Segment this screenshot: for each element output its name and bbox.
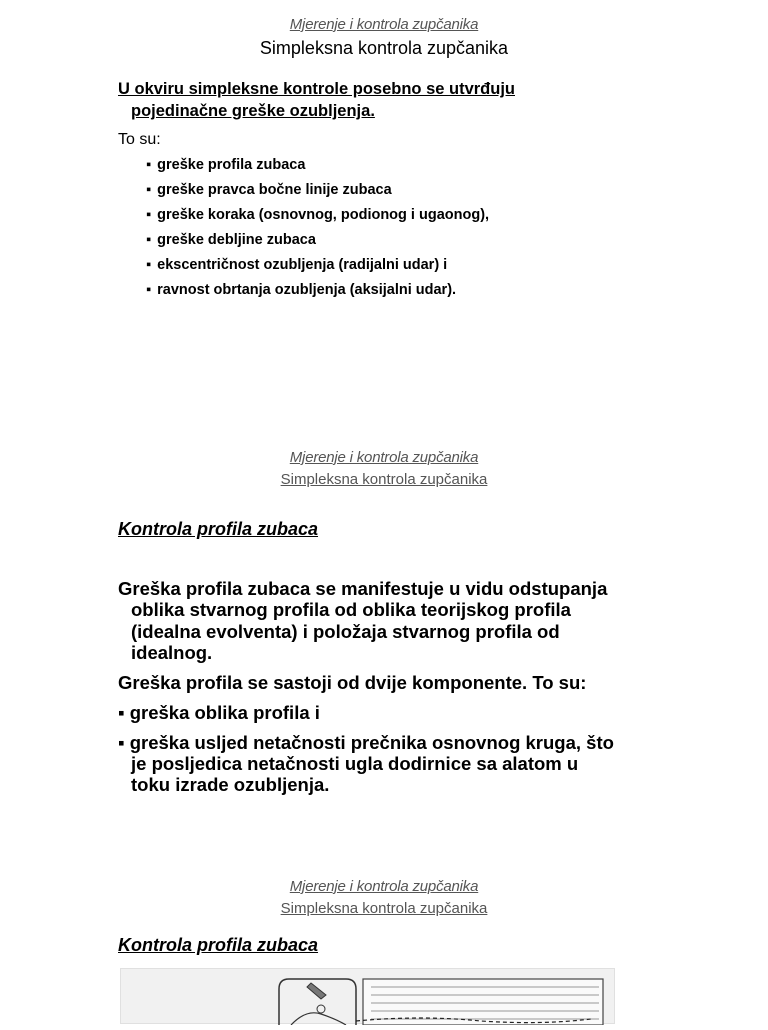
slide3-section-title: Kontrola profila zubaca xyxy=(118,935,319,955)
gear-profile-figure xyxy=(120,968,615,1024)
list-item: ▪ greške debljine zubaca xyxy=(146,232,316,248)
slide1-to-su: To su: xyxy=(118,131,161,148)
slide2-para1-line2: oblika stvarnog profila od oblika teorijskog profila xyxy=(131,599,571,620)
bullet-text: greška usljed netačnosti prečnika osnovnog kruga, što xyxy=(129,732,614,753)
slide2-bullet2-line1 xyxy=(118,732,614,754)
slide2-para1-line4: idealnog. xyxy=(131,642,213,663)
slide2-header-italic: Mjerenje i kontrola zupčanika xyxy=(289,449,479,466)
bullet-square-icon: ▪ xyxy=(118,732,125,753)
figure-drawing xyxy=(121,969,616,1025)
list-item: ▪ greške koraka (osnovnog, podionog i ugaonog), xyxy=(146,207,489,223)
slide1-lead-line2: pojedinačne greške ozubljenja. xyxy=(131,102,375,120)
slide2-para1-line3: (idealna evolventa) i položaja stvarnog profila od xyxy=(131,621,560,642)
list-item: ▪ greške pravca bočne linije zubaca xyxy=(146,182,392,198)
slide2-para2: Greška profila se sastoji od dvije komponente. To su: xyxy=(118,672,587,693)
slide1-header-title: Simpleksna kontrola zupčanika xyxy=(259,38,509,58)
slide2-header-sub: Simpleksna kontrola zupčanika xyxy=(280,471,488,488)
slide2-bullet2-line2: je posljedica netačnosti ugla dodirnice sa alatom u xyxy=(131,753,579,774)
slide2-para1-line1: Greška profila zubaca se manifestuje u vidu odstupanja xyxy=(118,578,608,599)
slide2-bullet2-line3: toku izrade ozubljenja. xyxy=(131,774,330,795)
slide2-section-title: Kontrola profila zubaca xyxy=(118,519,319,539)
list-item: ▪ ravnost obrtanja ozubljenja (aksijalni udar). xyxy=(146,282,456,298)
slide1-lead-line1: U okviru simpleksne kontrole posebno se utvrđuju xyxy=(118,80,515,98)
bullet-square-icon: ▪ xyxy=(118,702,125,723)
list-item: ▪ greške profila zubaca xyxy=(146,157,305,173)
slide1-header-italic: Mjerenje i kontrola zupčanika xyxy=(289,16,479,33)
bullet-text: greška oblika profila i xyxy=(129,702,320,723)
list-item: ▪ ekscentričnost ozubljenja (radijalni udar) i xyxy=(146,257,447,273)
slide2-bullet1 xyxy=(118,702,320,724)
slide3-header-sub: Simpleksna kontrola zupčanika xyxy=(280,900,488,917)
slide3-header-italic: Mjerenje i kontrola zupčanika xyxy=(289,878,479,895)
